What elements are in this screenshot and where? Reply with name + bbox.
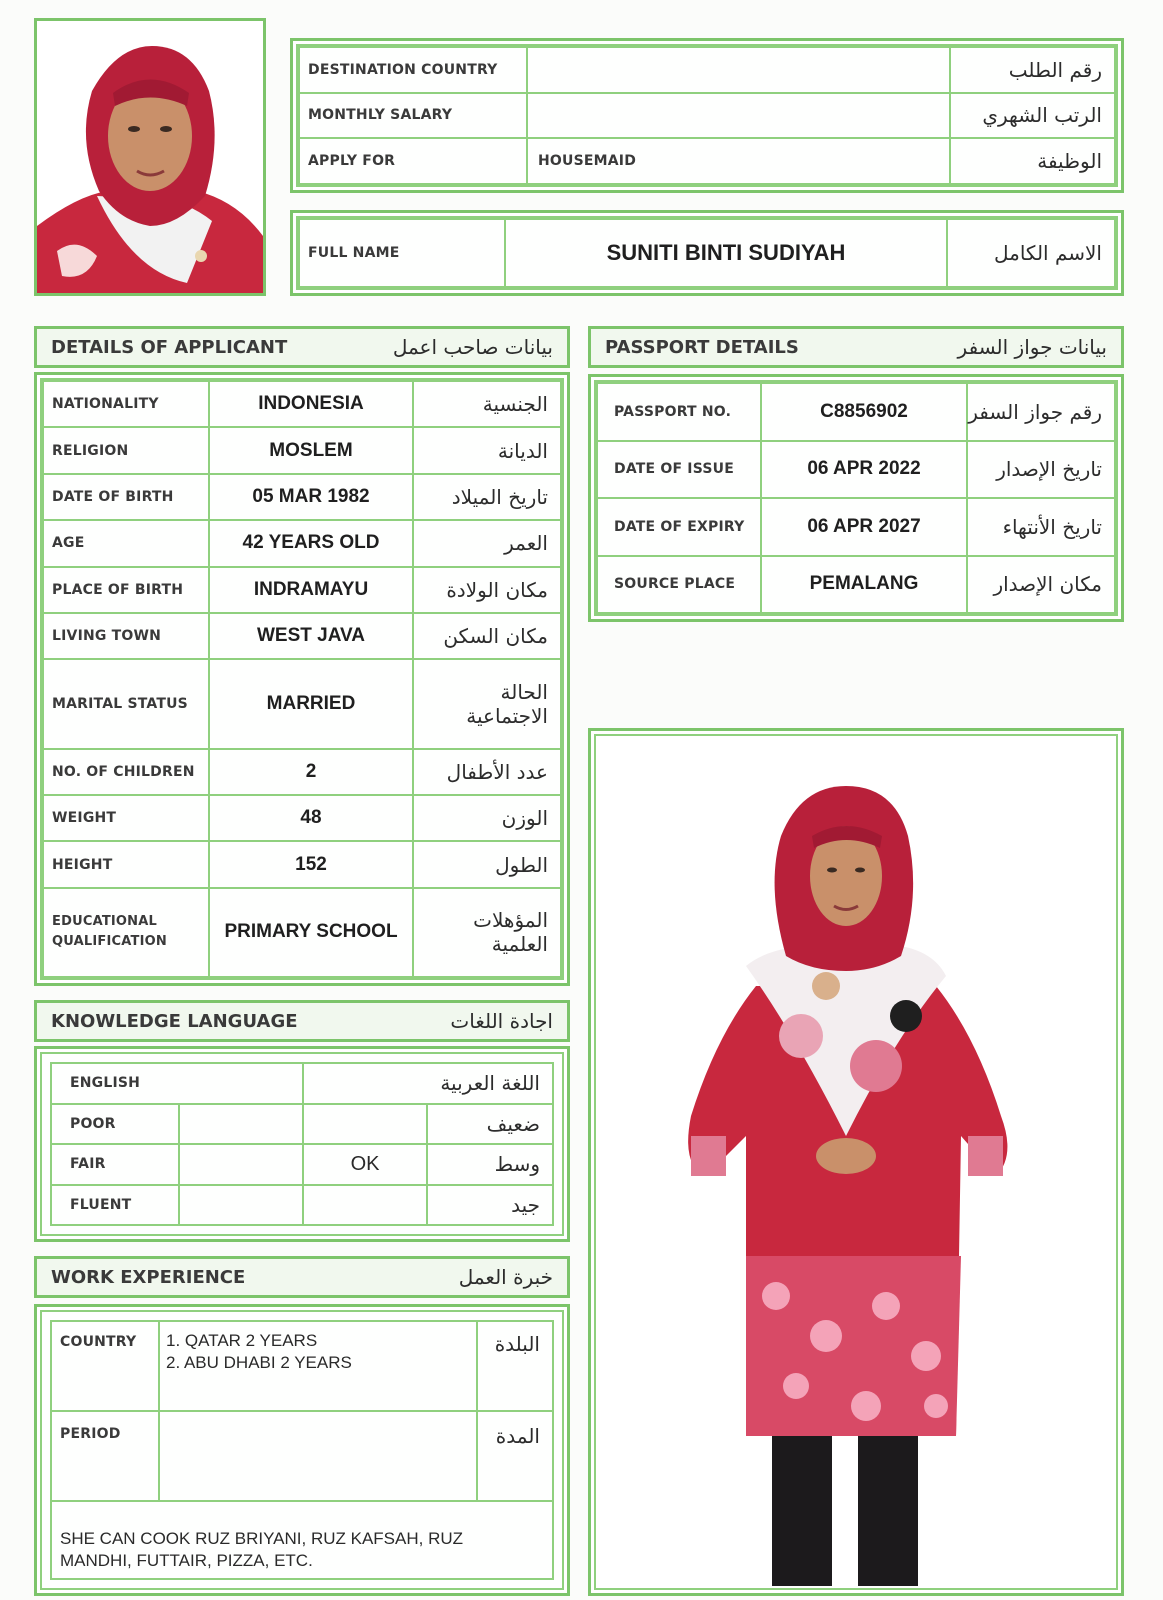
passport-details-title-ar: بيانات جواز السفر — [957, 335, 1107, 359]
applicant-field-label: DATE OF BIRTH — [43, 474, 209, 520]
passport-details-title: PASSPORT DETAILS — [605, 336, 799, 358]
table-row — [299, 47, 1115, 93]
apply-for-label: APPLY FOR — [299, 138, 527, 184]
applicant-field-value: MARRIED — [209, 659, 413, 748]
language-level-label-ar: ضعيف — [427, 1104, 553, 1145]
language-level-label-ar: وسط — [427, 1144, 553, 1185]
passport-field-value: PEMALANG — [761, 556, 967, 614]
destination-country-label-ar: رقم الطلب — [950, 47, 1115, 93]
period-label-ar: المدة — [477, 1411, 553, 1501]
passport-details-header — [588, 326, 1124, 368]
applicant-field-label: AGE — [43, 520, 209, 566]
country-label: COUNTRY — [51, 1321, 159, 1411]
cooking-skills-note — [51, 1501, 553, 1579]
english-level-value — [179, 1144, 303, 1185]
table-row — [51, 1104, 553, 1145]
country-label-ar: البلدة — [477, 1321, 553, 1411]
full-name-table — [298, 218, 1116, 288]
table-row — [51, 1501, 553, 1579]
full-body-photo-frame — [588, 728, 1124, 1596]
language-level-label: POOR — [51, 1104, 179, 1145]
applicant-field-value: MOSLEM — [209, 427, 413, 473]
arabic-level-value: OK — [303, 1144, 427, 1185]
applicant-details-box — [34, 372, 570, 986]
applicant-field-label-ar: الوزن — [413, 795, 561, 841]
applicant-field-label-ar: الجنسية — [413, 381, 561, 427]
table-row — [299, 93, 1115, 139]
applicant-field-value: INDONESIA — [209, 381, 413, 427]
note-line: SHE CAN COOK RUZ BRIYANI, RUZ KAFSAH, RUZ — [60, 1529, 464, 1548]
applicant-field-value: 2 — [209, 749, 413, 795]
language-level-label: FAIR — [51, 1144, 179, 1185]
full-name-box — [290, 210, 1124, 296]
language-box — [34, 1046, 570, 1242]
applicant-field-label: MARITAL STATUS — [43, 659, 209, 748]
applicant-field-label-ar: الديانة — [413, 427, 561, 473]
application-info-table — [298, 46, 1116, 185]
english-level-value — [179, 1104, 303, 1145]
work-experience-title-ar: خبرة العمل — [458, 1265, 553, 1289]
monthly-salary-label: MONTHLY SALARY — [299, 93, 527, 139]
applicant-field-value: 05 MAR 1982 — [209, 474, 413, 520]
language-title: KNOWLEDGE LANGUAGE — [51, 1010, 298, 1032]
period-value — [159, 1411, 477, 1501]
arabic-level-value — [303, 1185, 427, 1226]
full-name-value: SUNITI BINTI SUDIYAH — [505, 219, 947, 287]
passport-field-value: C8856902 — [761, 383, 967, 441]
passport-field-label: DATE OF ISSUE — [597, 441, 761, 499]
passport-field-label-ar: مكان الإصدار — [967, 556, 1115, 614]
applicant-field-label: RELIGION — [43, 427, 209, 473]
passport-field-value: 06 APR 2027 — [761, 498, 967, 556]
table-row — [597, 556, 1115, 614]
period-label: PERIOD — [51, 1411, 159, 1501]
table-row — [597, 441, 1115, 499]
applicant-field-label-ar: مكان الولادة — [413, 567, 561, 613]
table-row — [51, 1063, 553, 1104]
table-row — [43, 659, 561, 748]
monthly-salary-label-ar: الرتب الشهري — [950, 93, 1115, 139]
table-row — [299, 138, 1115, 184]
monthly-salary-value — [527, 93, 950, 139]
country-value — [159, 1321, 477, 1411]
applicant-field-value: INDRAMAYU — [209, 567, 413, 613]
destination-country-label: DESTINATION COUNTRY — [299, 47, 527, 93]
work-experience-title: WORK EXPERIENCE — [51, 1266, 246, 1288]
work-experience-box — [34, 1304, 570, 1596]
applicant-field-label-ar: عدد الأطفال — [413, 749, 561, 795]
applicant-details-header — [34, 326, 570, 368]
table-row — [43, 888, 561, 977]
full-name-label: FULL NAME — [299, 219, 505, 287]
applicant-field-label-ar: المؤهلات العلمية — [413, 888, 561, 977]
applicant-field-label: NO. OF CHILDREN — [43, 749, 209, 795]
application-info-box — [290, 38, 1124, 193]
applicant-field-label-ar: الطول — [413, 841, 561, 887]
applicant-field-value: PRIMARY SCHOOL — [209, 888, 413, 977]
applicant-field-label: WEIGHT — [43, 795, 209, 841]
table-row — [43, 381, 561, 427]
table-row — [51, 1321, 553, 1411]
applicant-field-label: LIVING TOWN — [43, 613, 209, 659]
passport-field-label: PASSPORT NO. — [597, 383, 761, 441]
english-header: ENGLISH — [51, 1063, 303, 1104]
table-row — [43, 841, 561, 887]
applicant-field-label-ar: العمر — [413, 520, 561, 566]
language-title-ar: اجادة اللغات — [450, 1009, 553, 1033]
english-level-value — [179, 1185, 303, 1226]
table-row — [597, 383, 1115, 441]
applicant-field-label: EDUCATIONAL QUALIFICATION — [43, 888, 209, 977]
table-row — [43, 567, 561, 613]
applicant-field-value: WEST JAVA — [209, 613, 413, 659]
passport-field-label-ar: رقم جواز السفر — [967, 383, 1115, 441]
language-level-label-ar: جيد — [427, 1185, 553, 1226]
passport-details-table — [596, 382, 1116, 614]
passport-field-label-ar: تاريخ الإصدار — [967, 441, 1115, 499]
language-table — [50, 1062, 554, 1226]
applicant-field-value: 48 — [209, 795, 413, 841]
language-header — [34, 1000, 570, 1042]
work-experience-header — [34, 1256, 570, 1298]
portrait-illustration — [37, 21, 263, 293]
passport-field-label-ar: تاريخ الأنتهاء — [967, 498, 1115, 556]
table-row — [43, 613, 561, 659]
applicant-field-label: HEIGHT — [43, 841, 209, 887]
work-experience-table — [50, 1320, 554, 1580]
table-row — [43, 427, 561, 473]
full-body-photo — [596, 736, 1118, 1590]
table-row — [597, 498, 1115, 556]
table-row — [43, 795, 561, 841]
apply-for-value: HOUSEMAID — [527, 138, 950, 184]
table-row — [51, 1185, 553, 1226]
table-row — [43, 520, 561, 566]
applicant-field-label: PLACE OF BIRTH — [43, 567, 209, 613]
language-level-label: FLUENT — [51, 1185, 179, 1226]
table-row — [51, 1411, 553, 1501]
applicant-details-title-ar: بيانات صاحب اعمل — [392, 335, 553, 359]
apply-for-label-ar: الوظيفة — [950, 138, 1115, 184]
arabic-header: اللغة العربية — [303, 1063, 553, 1104]
applicant-field-value: 42 YEARS OLD — [209, 520, 413, 566]
table-row — [43, 749, 561, 795]
applicant-details-table — [42, 380, 562, 978]
applicant-field-label-ar: الحالة الاجتماعية — [413, 659, 561, 748]
work-country-line: 1. QATAR 2 YEARS — [166, 1331, 318, 1350]
passport-details-box — [588, 374, 1124, 622]
passport-field-label: DATE OF EXPIRY — [597, 498, 761, 556]
passport-field-label: SOURCE PLACE — [597, 556, 761, 614]
applicant-field-label-ar: مكان السكن — [413, 613, 561, 659]
applicant-field-label-ar: تاريخ الميلاد — [413, 474, 561, 520]
portrait-photo — [34, 18, 266, 296]
applicant-field-value: 152 — [209, 841, 413, 887]
applicant-details-title: DETAILS OF APPLICANT — [51, 336, 288, 358]
table-row — [51, 1144, 553, 1185]
applicant-field-label: NATIONALITY — [43, 381, 209, 427]
full-name-label-ar: الاسم الكامل — [947, 219, 1115, 287]
destination-country-value — [527, 47, 950, 93]
passport-field-value: 06 APR 2022 — [761, 441, 967, 499]
work-country-line: 2. ABU DHABI 2 YEARS — [166, 1353, 352, 1372]
note-line: MANDHI, FUTTAIR, PIZZA, ETC. — [60, 1551, 313, 1570]
arabic-level-value — [303, 1104, 427, 1145]
table-row — [43, 474, 561, 520]
